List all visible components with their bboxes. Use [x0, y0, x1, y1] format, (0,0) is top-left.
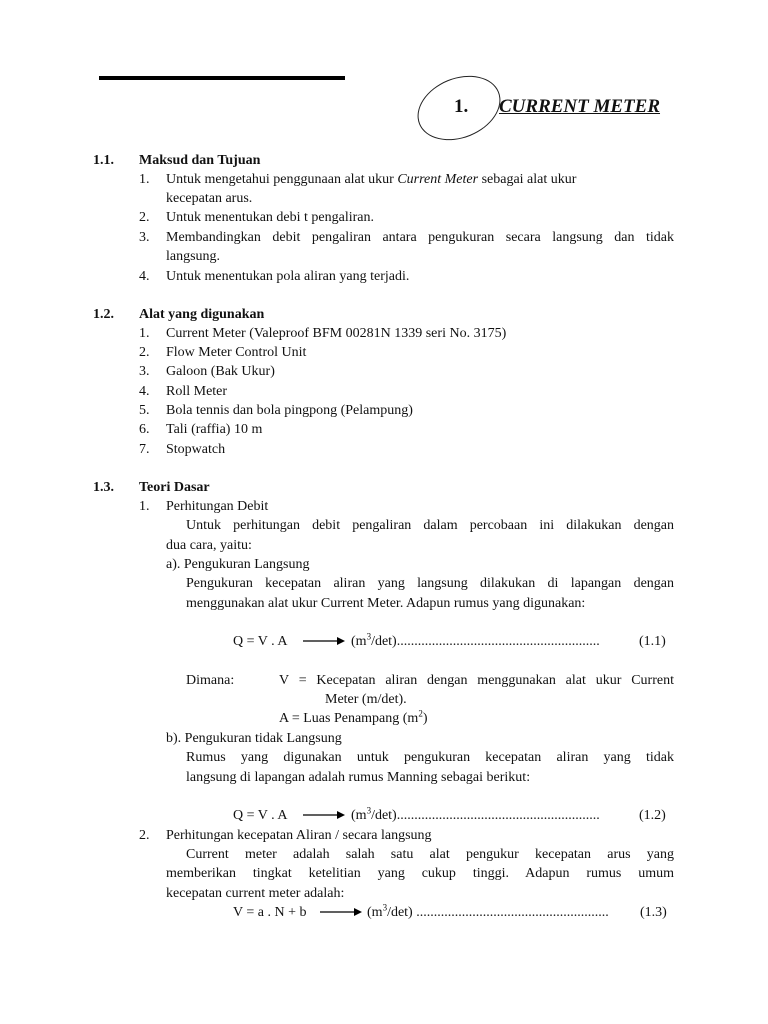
subsection-a-title: a). Pengukuran Langsung — [166, 557, 310, 572]
section-number-1-3: 1.3. — [93, 480, 114, 495]
subsection-title: Perhitungan Debit — [166, 499, 269, 514]
equation-1-3-ref: (1.3) — [640, 905, 667, 920]
subsection-title: Perhitungan kecepatan Aliran / secara langsung — [166, 828, 432, 843]
unit-text: /det) — [371, 808, 397, 823]
list-item: Tali (raffia) 10 m — [166, 422, 263, 437]
list-item: Stopwatch — [166, 442, 226, 457]
right-arrow-icon — [320, 907, 362, 917]
list-number: 1. — [139, 326, 150, 341]
paragraph-line: memberikan tingkat ketelitian yang cukup tinggi. Adapun rumus umum — [166, 866, 674, 881]
paragraph-line: menggunakan alat ukur Current Meter. Adapun rumus yang digunakan: — [186, 596, 586, 611]
paragraph-line: langsung di lapangan adalah rumus Manning sebagai berikut: — [186, 770, 531, 785]
leader-dots: .......................................................... — [396, 808, 600, 823]
definition-text: A = Luas Penampang (m — [279, 711, 419, 726]
unit-exponent: 2 — [418, 708, 423, 719]
list-item-text: Untuk mengetahui penggunaan alat ukur — [166, 172, 398, 187]
paragraph-line: Current meter adalah salah satu alat pengukur kecepatan arus yang — [186, 847, 674, 862]
paragraph-line: dua cara, yaitu: — [166, 538, 252, 553]
paragraph-line: Pengukuran kecepatan aliran yang langsung dilakukan di lapangan dengan — [186, 576, 674, 591]
list-item: Untuk menentukan debi t pengaliran. — [166, 210, 374, 225]
leader-dots: .......................................................... — [396, 634, 600, 649]
list-item-continuation: langsung. — [166, 249, 221, 264]
definition-v-continuation: Meter (m/det). — [325, 692, 407, 707]
equation-1-2-lhs: Q = V . A — [233, 808, 288, 823]
list-number: 1. — [139, 172, 150, 187]
equation-1-2-unit — [351, 806, 600, 825]
list-number: 7. — [139, 442, 150, 457]
list-number: 2. — [139, 210, 150, 225]
definition-a — [279, 709, 428, 728]
list-number: 4. — [139, 384, 150, 399]
right-arrow-icon — [303, 810, 345, 820]
list-item: Membandingkan debit pengaliran antara pengukuran secara langsung dan tidak — [166, 230, 674, 245]
equation-1-2-ref: (1.2) — [639, 808, 666, 823]
equation-1-3-lhs: V = a . N + b — [233, 905, 307, 920]
list-number: 6. — [139, 422, 150, 437]
list-item-text: sebagai alat ukur — [478, 172, 577, 187]
dimana-label: Dimana: — [186, 673, 235, 688]
equation-1-3-unit — [367, 903, 609, 922]
equation-1-1-ref: (1.1) — [639, 634, 666, 649]
list-number: 4. — [139, 269, 150, 284]
chapter-title: CURRENT METER — [499, 96, 661, 117]
unit-exponent: 3 — [366, 805, 372, 816]
list-number: 2. — [139, 345, 150, 360]
list-number: 3. — [139, 364, 150, 379]
chapter-number: 1. — [454, 96, 469, 117]
right-arrow-icon — [303, 636, 345, 646]
section-title-1-3: Teori Dasar — [139, 480, 210, 495]
list-item: Current Meter (Valeproof BFM 00281N 1339 seri No. 3175) — [166, 326, 507, 341]
definition-v: V = Kecepatan aliran dengan menggunakan alat ukur Current — [279, 673, 674, 688]
leader-dots: ....................................................... — [416, 905, 609, 920]
header-rule — [99, 76, 345, 80]
section-number-1-2: 1.2. — [93, 307, 114, 322]
list-item-continuation: kecepatan arus. — [166, 191, 253, 206]
section-title-1-1: Maksud dan Tujuan — [139, 153, 261, 168]
unit-text: (m — [351, 808, 367, 823]
list-number: 3. — [139, 230, 150, 245]
equation-1-1-unit — [351, 632, 600, 651]
equation-1-1-lhs: Q = V . A — [233, 634, 288, 649]
section-title-1-2: Alat yang digunakan — [139, 307, 265, 322]
subsection-b-title: b). Pengukuran tidak Langsung — [166, 731, 342, 746]
unit-text: /det) — [387, 905, 413, 920]
definition-text: ) — [422, 711, 428, 726]
unit-text: (m — [351, 634, 367, 649]
list-item — [166, 170, 576, 189]
list-number: 2. — [139, 828, 150, 843]
list-item: Roll Meter — [166, 384, 228, 399]
paragraph-line: Rumus yang digunakan untuk pengukuran kecepatan aliran yang tidak — [186, 750, 674, 765]
section-number-1-1: 1.1. — [93, 153, 114, 168]
list-item: Galoon (Bak Ukur) — [166, 364, 275, 379]
list-item: Bola tennis dan bola pingpong (Pelampung) — [166, 403, 413, 418]
list-item: Flow Meter Control Unit — [166, 345, 307, 360]
unit-text: (m — [367, 905, 383, 920]
unit-exponent: 3 — [382, 902, 388, 913]
paragraph-line: Untuk perhitungan debit pengaliran dalam percobaan ini dilakukan dengan — [186, 518, 674, 533]
list-number: 1. — [139, 499, 150, 514]
list-item: Untuk menentukan pola aliran yang terjadi. — [166, 269, 410, 284]
list-number: 5. — [139, 403, 150, 418]
unit-exponent: 3 — [366, 631, 372, 642]
paragraph-line: kecepatan current meter adalah: — [166, 886, 345, 901]
list-item-emphasis: Current Meter — [397, 172, 479, 187]
unit-text: /det) — [371, 634, 397, 649]
